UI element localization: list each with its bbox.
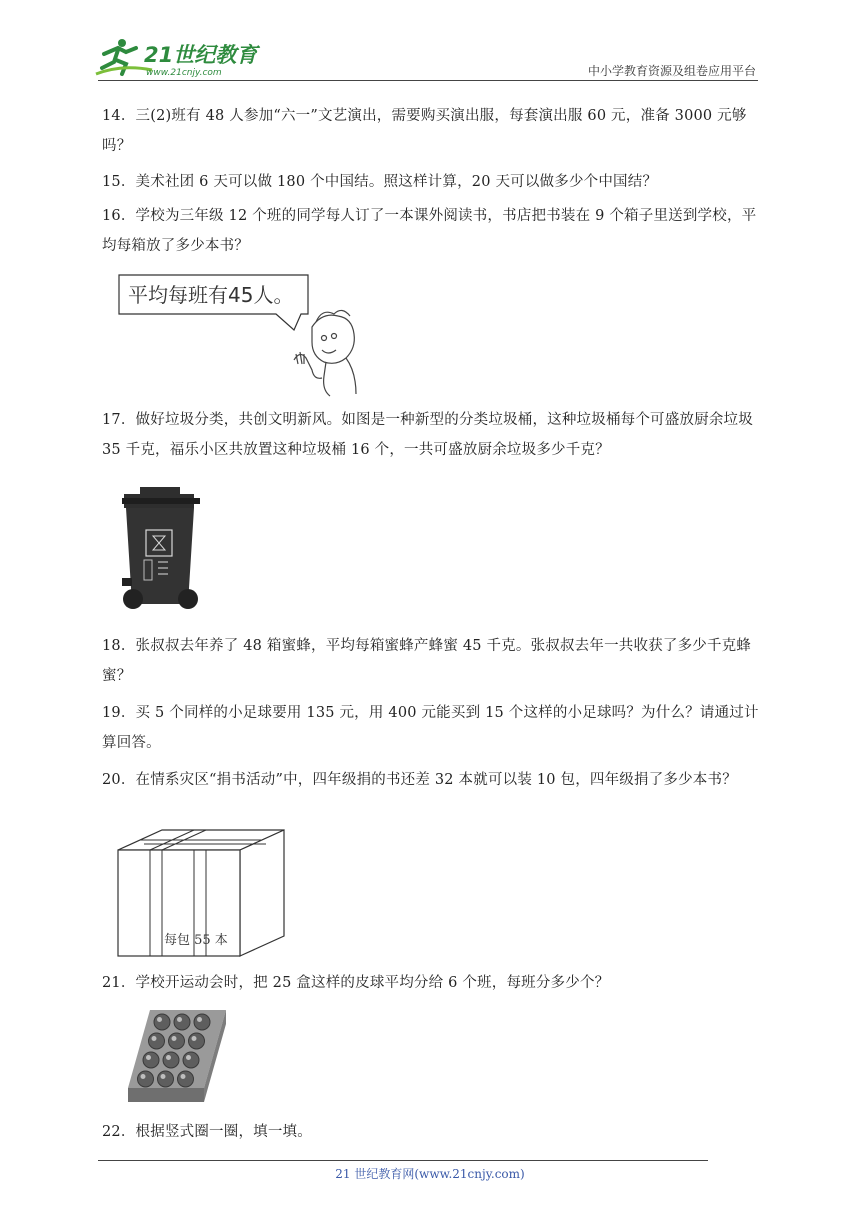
boy-illustration — [294, 310, 356, 396]
question-18: 18．张叔叔去年养了 48 箱蜜蜂，平均每箱蜜蜂产蜂蜜 45 千克。张叔叔去年一共收获了多少千克蜂蜜？ — [102, 638, 752, 684]
ball — [194, 1014, 210, 1030]
ball-highlight — [157, 1017, 162, 1022]
ball-highlight — [152, 1036, 157, 1041]
ball — [174, 1014, 190, 1030]
question-21: 21．学校开运动会时，把 25 盒这样的皮球平均分给 6 个班，每班分多少个？ — [102, 975, 610, 991]
ball — [154, 1014, 170, 1030]
ball — [178, 1071, 194, 1087]
ball-highlight — [166, 1055, 171, 1060]
ball-highlight — [181, 1074, 186, 1079]
ball-highlight — [146, 1055, 151, 1060]
question-22: 22．根据竖式圈一圈，填一填。 — [102, 1124, 312, 1140]
header-logo — [92, 34, 262, 80]
question-14: 14．三(2)班有 48 人参加“六一”文艺演出，需要购买演出服，每套演出服 60 元，准备 3000 元够吗？ — [102, 108, 747, 154]
ball — [138, 1071, 154, 1087]
ball-highlight — [172, 1036, 177, 1041]
ball — [163, 1052, 179, 1068]
ball-highlight — [161, 1074, 166, 1079]
ball-box-figure — [126, 1008, 228, 1104]
header-platform-text: 中小学教育资源及组卷应用平台 — [587, 64, 756, 78]
speech-bubble-text: 平均每班有45人。 — [128, 283, 294, 307]
ball-highlight — [186, 1055, 191, 1060]
logo-url: www.21cnjy.com — [146, 68, 222, 78]
footer-text: 21 世纪教育网(www.21cnjy.com) — [335, 1167, 525, 1181]
ball — [143, 1052, 159, 1068]
ball-highlight — [192, 1036, 197, 1041]
header-divider — [98, 80, 758, 81]
ball-highlight — [141, 1074, 146, 1079]
footer-divider — [98, 1160, 708, 1161]
ball — [149, 1033, 165, 1049]
ball — [169, 1033, 185, 1049]
ball — [189, 1033, 205, 1049]
box-label: 每包 55 本 — [164, 933, 228, 948]
question-17: 17．做好垃圾分类，共创文明新风。如图是一种新型的分类垃圾桶，这种垃圾桶每个可盛放厨余垃圾 35 千克，福乐小区共放置这种垃圾桶 16 个，一共可盛放厨余垃圾多少千克？ — [102, 412, 753, 458]
question-20: 20．在情系灾区“捐书活动”中，四年级捐的书还差 32 本就可以装 10 包，四年级捐了多少本书？ — [102, 772, 737, 788]
question-16: 16．学校为三年级 12 个班的同学每人订了一本课外阅读书，书店把书装在 9 个箱子里送到学校，平均每箱放了多少本书？ — [102, 208, 757, 254]
ball-highlight — [197, 1017, 202, 1022]
ball — [158, 1071, 174, 1087]
book-box-figure — [116, 828, 288, 960]
trash-bin-figure — [118, 484, 204, 614]
speech-bubble-figure — [116, 272, 366, 398]
ball — [183, 1052, 199, 1068]
logo-text: 21世纪教育 — [144, 43, 258, 67]
question-15: 15．美术社团 6 天可以做 180 个中国结。照这样计算，20 天可以做多少个中国结？ — [102, 174, 658, 190]
ball-highlight — [177, 1017, 182, 1022]
question-19: 19．买 5 个同样的小足球要用 135 元，用 400 元能买到 15 个这样的小足球吗？为什么？请通过计算回答。 — [102, 705, 759, 751]
